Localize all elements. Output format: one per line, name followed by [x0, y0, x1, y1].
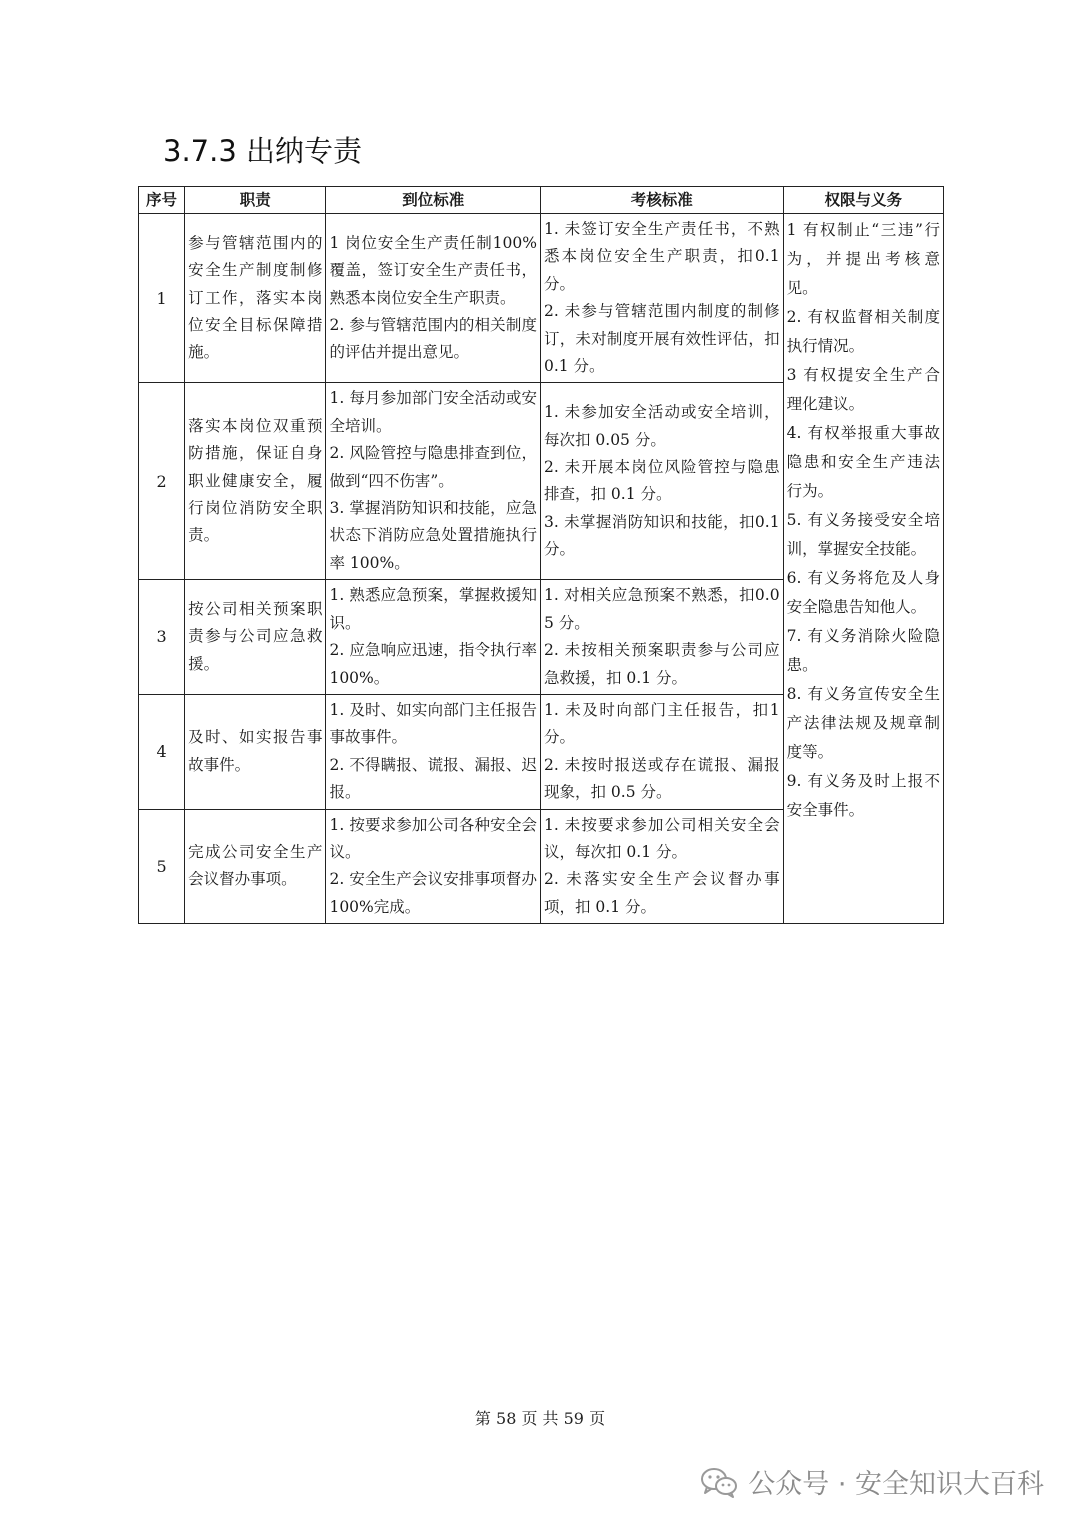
row-assessment: 1. 对相关应急预案不熟悉，扣0.05 分。 2. 未按相关预案职责参与公司应急救援，扣 0.1 分。 — [540, 580, 783, 695]
page-number: 第 58 页 共 59 页 — [474, 1409, 606, 1428]
wechat-icon — [700, 1466, 738, 1498]
row-assessment: 1. 未及时向部门主任报告，扣1 分。 2. 未按时报送或存在谎报、漏报现象，扣 0.5 分。 — [540, 694, 783, 809]
row-duty: 完成公司安全生产会议督办事项。 — [185, 809, 326, 924]
row-standard: 1 岗位安全生产责任制100%覆盖，签订安全生产责任书，熟悉本岗位安全生产职责。 2. 参与管辖范围内的相关制度的评估并提出意见。 — [326, 214, 541, 383]
row-seq: 1 — [139, 214, 185, 383]
header-standard: 到位标准 — [326, 187, 541, 214]
row-seq: 5 — [139, 809, 185, 924]
header-rights: 权限与义务 — [783, 187, 943, 214]
rights-and-obligations-cell: 1 有权制止“三违”行为，并提出考核意见。 2. 有权监督相关制度执行情况。 3 有权提安全生产合理化建议。 4. 有权举报重大事故隐患和安全生产违法行为。 5. 有义务接受安全培训，掌握安全技能。 6. 有义务将危及人身安全隐患告知他人。 7. 有义务消除火险隐患。 8. 有义务宣传安全生产法律法规及规章制度等。 9. 有义务及时上报不安全事件。 — [783, 214, 943, 924]
row-assessment: 1. 未签订安全生产责任书，不熟悉本岗位安全生产职责，扣0.1 分。 2. 未参与管辖范围内制度的制修订，未对制度开展有效性评估，扣 0.1 分。 — [540, 214, 783, 383]
header-assessment: 考核标准 — [540, 187, 783, 214]
watermark-text: 公众号 · 安全知识大百科 — [748, 1469, 1044, 1500]
row-standard: 1. 及时、如实向部门主任报告事故事件。 2. 不得瞒报、谎报、漏报、迟报。 — [326, 694, 541, 809]
row-standard: 1. 熟悉应急预案，掌握救援知识。 2. 应急响应迅速，指令执行率 100%。 — [326, 580, 541, 695]
header-seq: 序号 — [139, 187, 185, 214]
row-seq: 4 — [139, 694, 185, 809]
row-duty: 按公司相关预案职责参与公司应急救援。 — [185, 580, 326, 695]
row-seq: 2 — [139, 383, 185, 580]
row-standard: 1. 按要求参加公司各种安全会议。 2. 安全生产会议安排事项督办 100%完成。 — [326, 809, 541, 924]
table-row — [139, 214, 944, 383]
row-assessment: 1. 未按要求参加公司相关安全会议，每次扣 0.1 分。 2. 未落实安全生产会议督办事项，扣 0.1 分。 — [540, 809, 783, 924]
row-standard: 1. 每月参加部门安全活动或安全培训。 2. 风险管控与隐患排查到位，做到“四不伤害”。 3. 掌握消防知识和技能，应急状态下消防应急处置措施执行率 100%。 — [326, 383, 541, 580]
row-seq: 3 — [139, 580, 185, 695]
row-duty: 及时、如实报告事故事件。 — [185, 694, 326, 809]
row-assessment: 1. 未参加安全活动或安全培训，每次扣 0.05 分。 2. 未开展本岗位风险管控与隐患排查，扣 0.1 分。 3. 未掌握消防知识和技能，扣0.1 分。 — [540, 383, 783, 580]
responsibility-table — [138, 186, 944, 924]
section-title: 3.7.3 出纳专责 — [163, 134, 363, 168]
row-duty: 落实本岗位双重预防措施，保证自身职业健康安全，履行岗位消防安全职责。 — [185, 383, 326, 580]
watermark — [700, 1462, 1044, 1501]
row-duty: 参与管辖范围内的安全生产制度制修订工作，落实本岗位安全目标保障措施。 — [185, 214, 326, 383]
table-header-row — [139, 187, 944, 214]
header-duty: 职责 — [185, 187, 326, 214]
